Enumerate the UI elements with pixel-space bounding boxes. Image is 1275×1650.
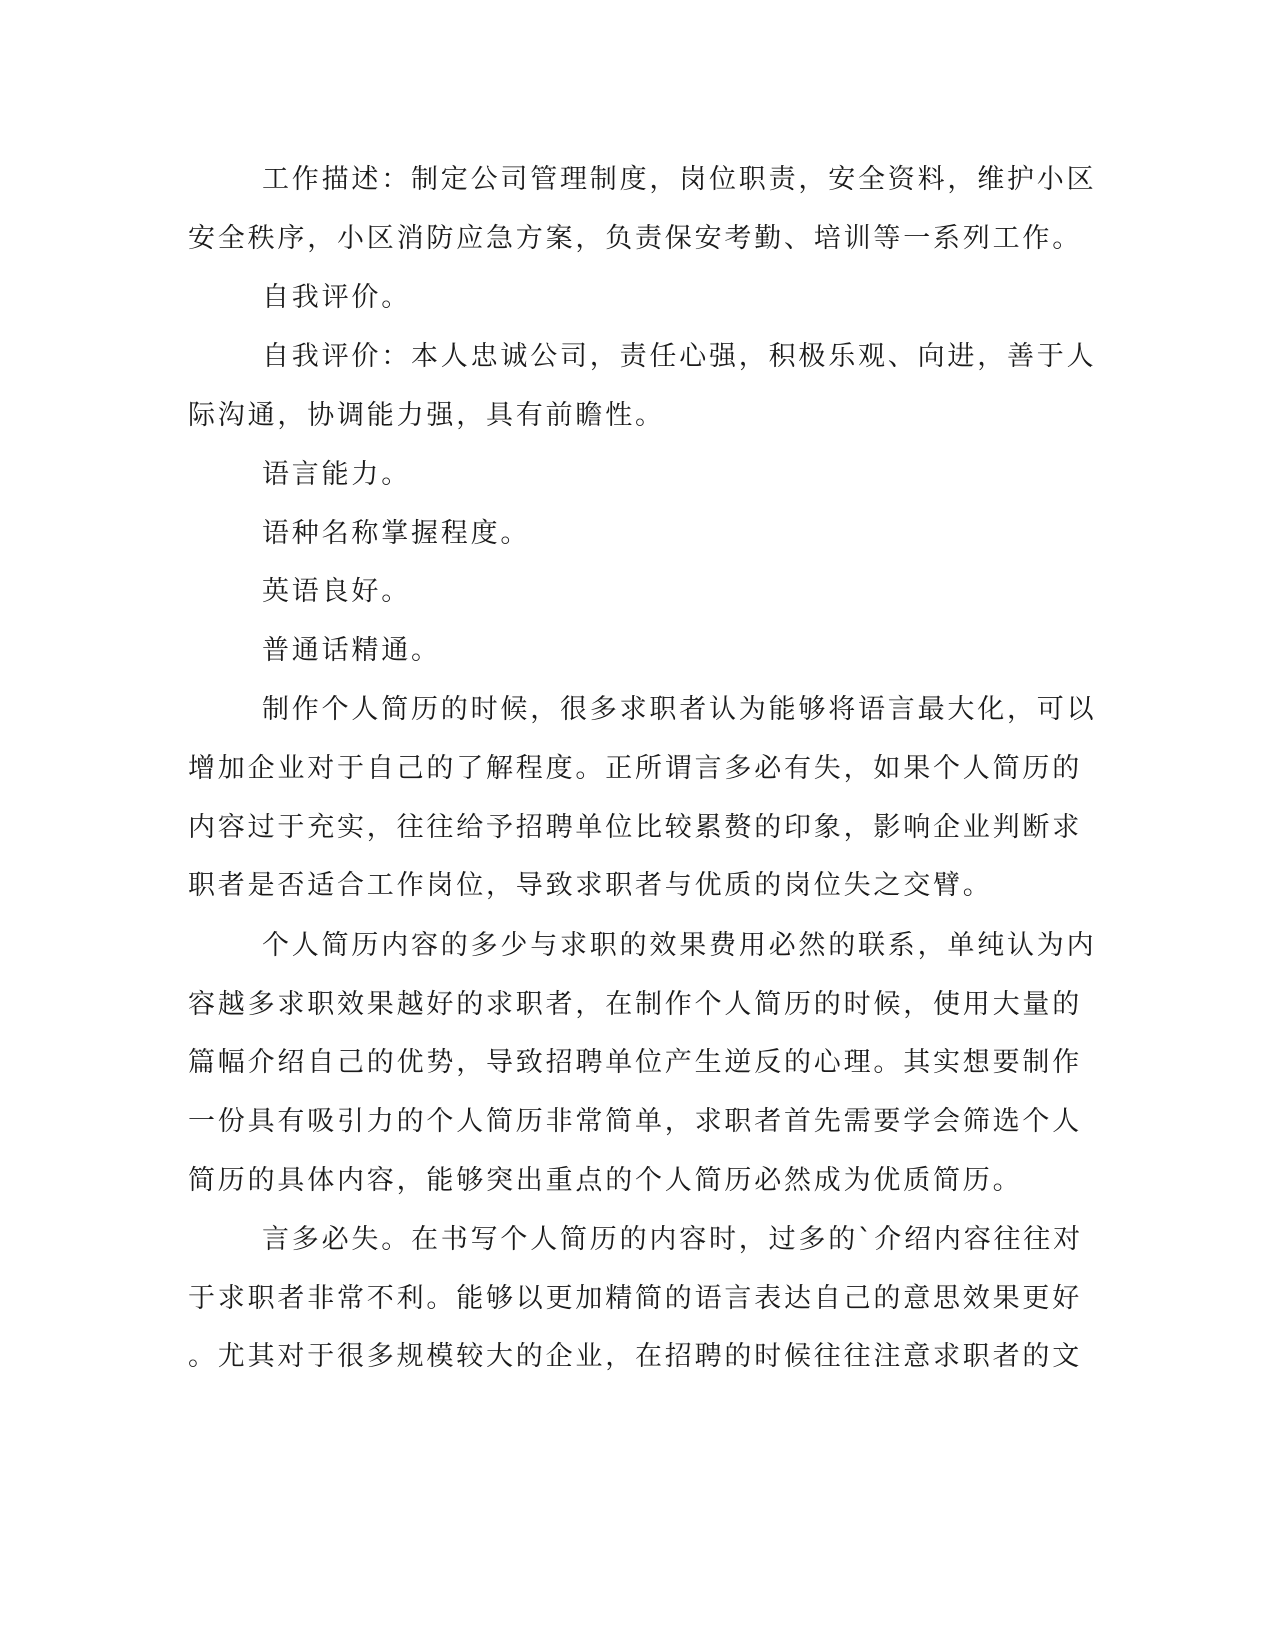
text-line: 一份具有吸引力的个人简历非常简单，求职者首先需要学会筛选个人 (188, 1106, 1082, 1137)
text-line: 言多必失。在书写个人简历的内容时，过多的`介绍内容往往对 (262, 1224, 1083, 1255)
text-line: 际沟通，协调能力强，具有前瞻性。 (188, 400, 665, 431)
text-line: 普通话精通。 (262, 635, 441, 666)
text-line: 于求职者非常不利。能够以更加精简的语言表达自己的意思效果更好 (188, 1283, 1082, 1314)
text-line: 制作个人简历的时候，很多求职者认为能够将语言最大化，可以 (262, 694, 1097, 725)
text-line: 英语良好。 (262, 576, 411, 607)
text-line: 工作描述：制定公司管理制度，岗位职责，安全资料，维护小区 (262, 164, 1097, 195)
text-line: 安全秩序，小区消防应急方案，负责保安考勤、培训等一系列工作。 (188, 223, 1082, 254)
text-line: 增加企业对于自己的了解程度。正所谓言多必有失，如果个人简历的 (188, 753, 1082, 784)
text-line: 语种名称掌握程度。 (262, 518, 531, 549)
text-line: 职者是否适合工作岗位，导致求职者与优质的岗位失之交臂。 (188, 870, 993, 901)
text-line: 个人简历内容的多少与求职的效果费用必然的联系，单纯认为内 (262, 930, 1097, 961)
text-line: 简历的具体内容，能够突出重点的个人简历必然成为优质简历。 (188, 1165, 1023, 1196)
text-line: 。尤其对于很多规模较大的企业，在招聘的时候往往注意求职者的文 (188, 1341, 1082, 1372)
text-line: 篇幅介绍自己的优势，导致招聘单位产生逆反的心理。其实想要制作 (188, 1047, 1082, 1078)
text-line: 内容过于充实，往往给予招聘单位比较累赘的印象，影响企业判断求 (188, 812, 1082, 843)
text-line: 自我评价。 (262, 282, 411, 313)
text-line: 容越多求职效果越好的求职者，在制作个人简历的时候，使用大量的 (188, 989, 1082, 1020)
text-line: 语言能力。 (262, 459, 411, 490)
text-line: 自我评价：本人忠诚公司，责任心强，积极乐观、向进，善于人 (262, 341, 1097, 372)
